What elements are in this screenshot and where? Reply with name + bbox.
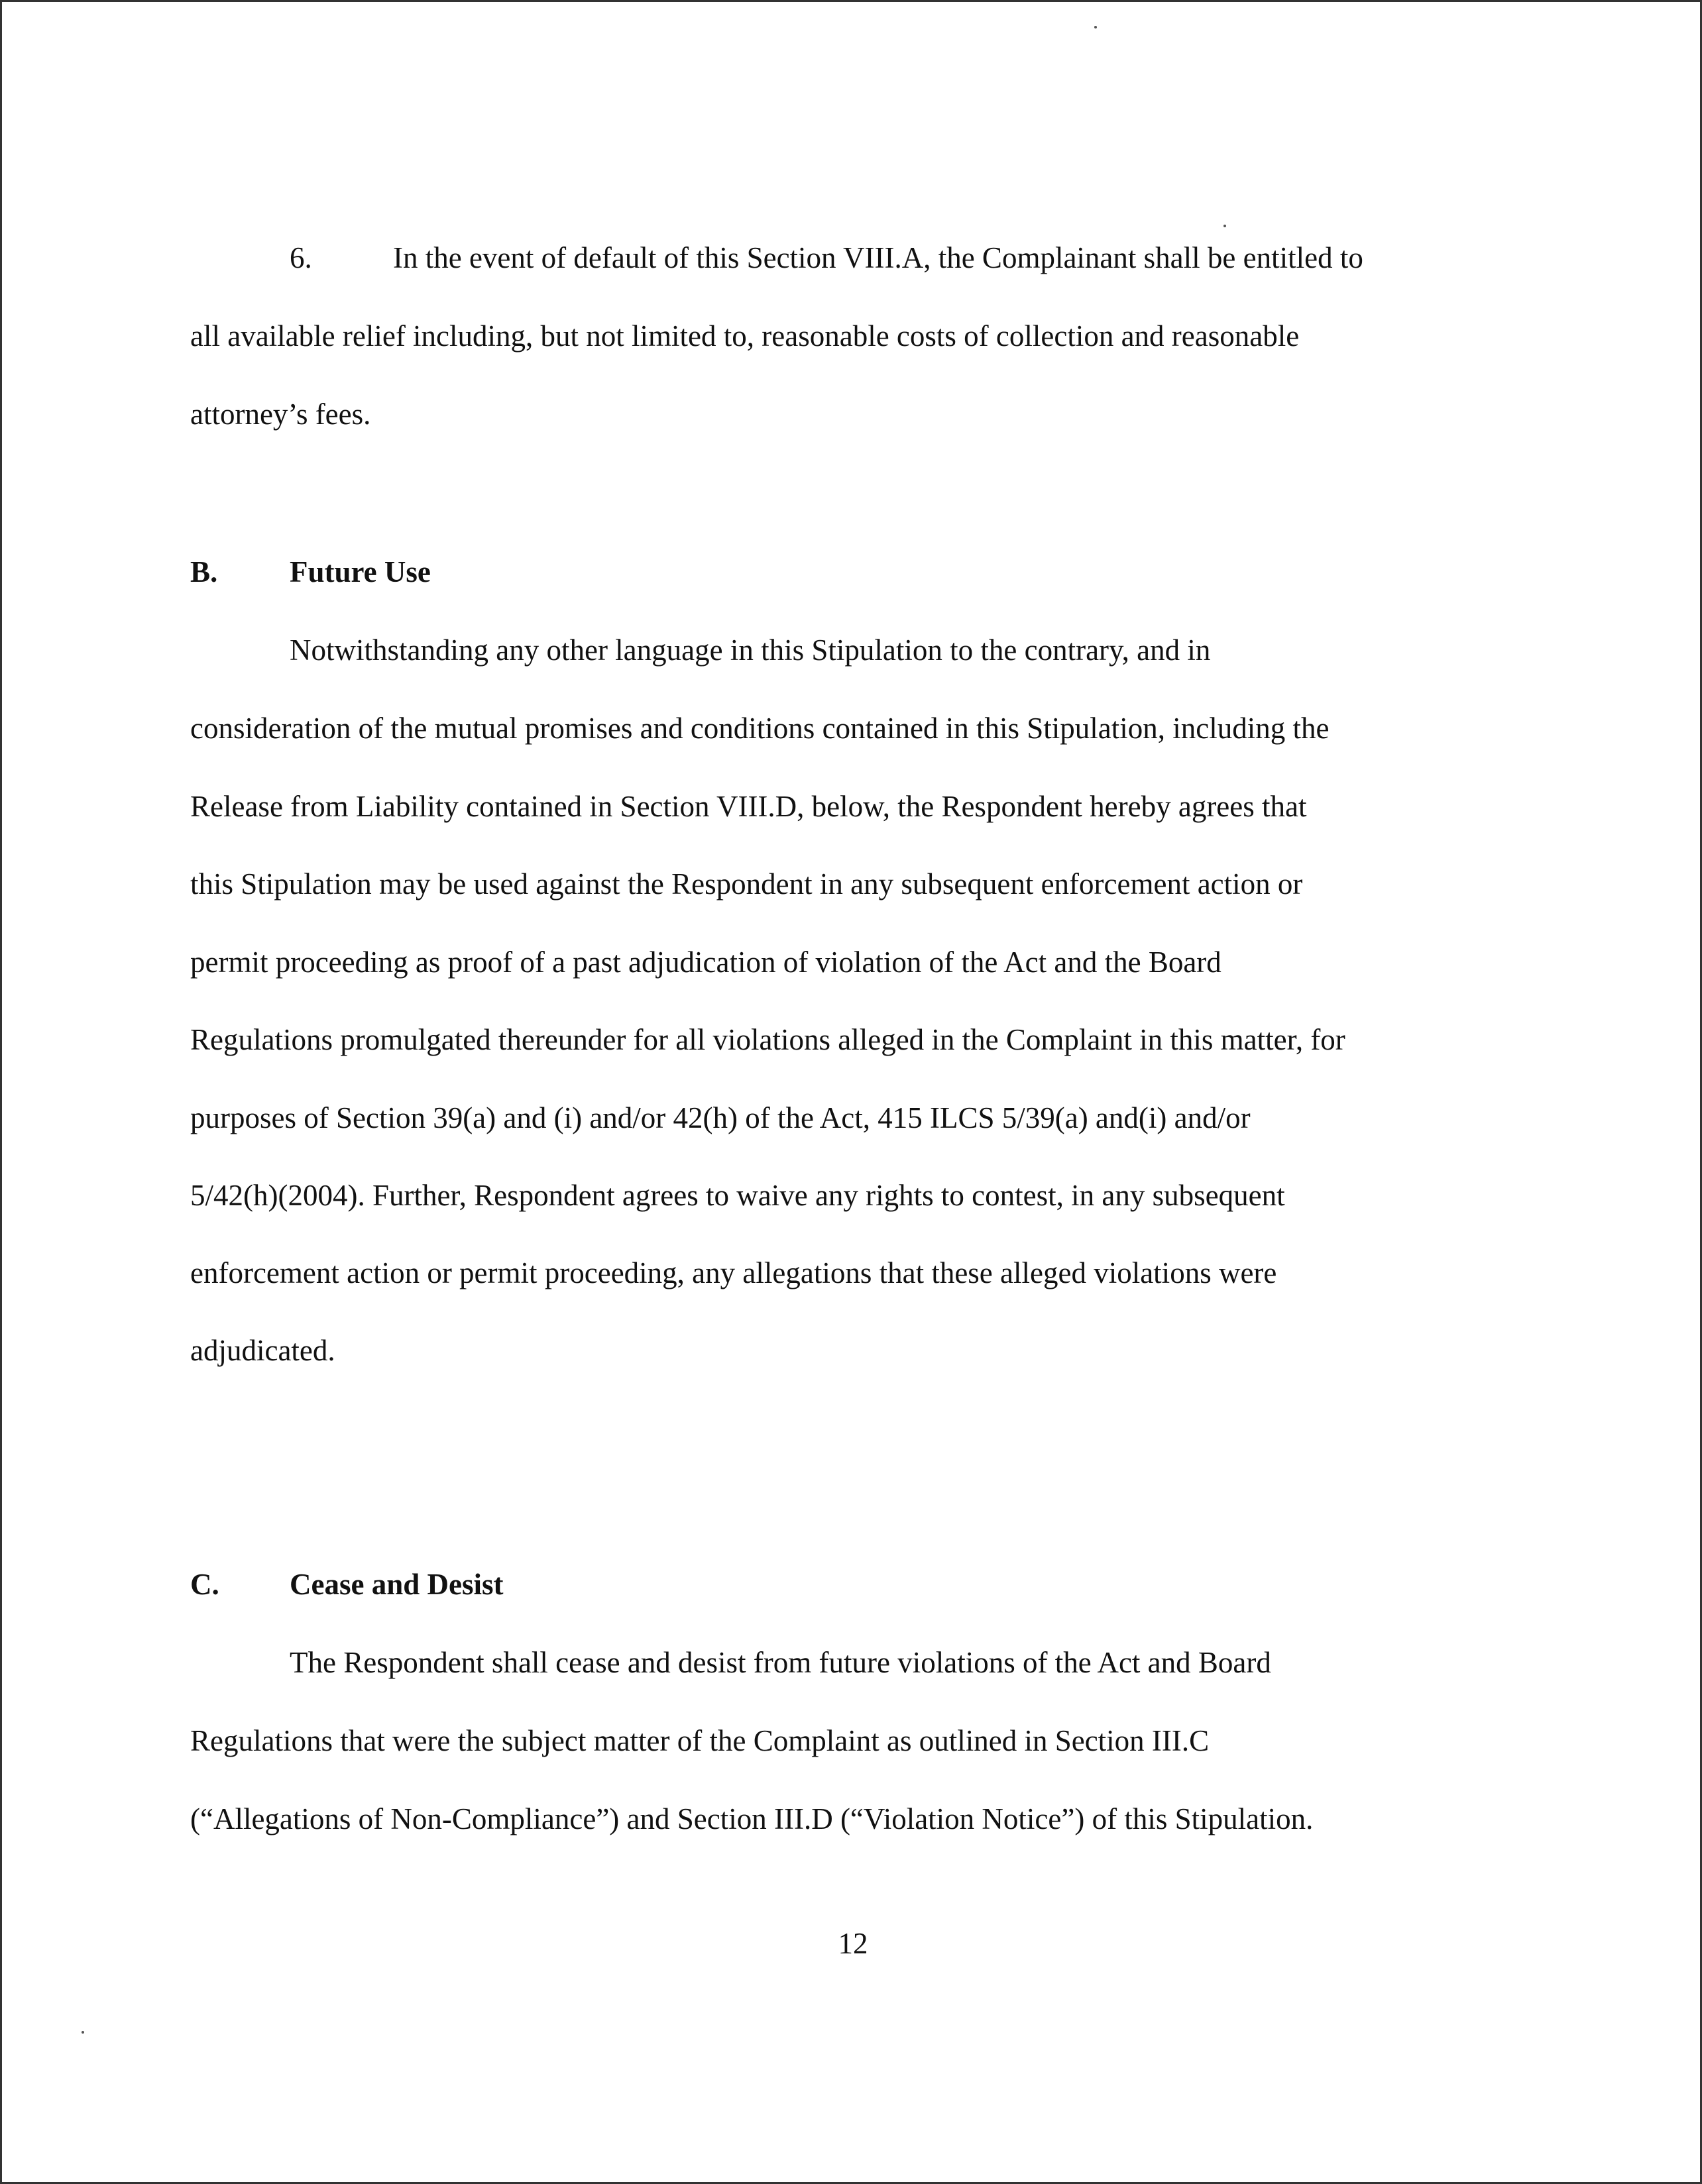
section-c-letter: C. bbox=[190, 1568, 219, 1601]
scan-speck bbox=[82, 2031, 84, 2034]
scan-speck bbox=[1223, 225, 1226, 227]
scan-speck bbox=[1094, 26, 1097, 28]
section-b-title: Future Use bbox=[290, 555, 431, 588]
page-number: 12 bbox=[838, 1927, 868, 1960]
section-b-line: consideration of the mutual promises and conditions contained in this Stipulation, including the bbox=[190, 712, 1330, 745]
section-b-letter: B. bbox=[190, 555, 218, 588]
section-b-line: 5/42(h)(2004). Further, Respondent agrees to waive any rights to contest, in any subsequent bbox=[190, 1179, 1285, 1212]
section-b-line: permit proceeding as proof of a past adjudication of violation of the Act and the Board bbox=[190, 946, 1221, 979]
section-b-line: adjudicated. bbox=[190, 1334, 335, 1367]
section-c-title: Cease and Desist bbox=[290, 1568, 504, 1601]
section-b-line: this Stipulation may be used against the Respondent in any subsequent enforcement action or bbox=[190, 867, 1303, 901]
paragraph-6-line-1: In the event of default of this Section VIII.A, the Complainant shall be entitled to bbox=[393, 241, 1363, 274]
section-b-line: Regulations promulgated thereunder for all violations alleged in the Complaint in this matter, for bbox=[190, 1023, 1345, 1056]
section-b-line: purposes of Section 39(a) and (i) and/or 42(h) of the Act, 415 ILCS 5/39(a) and(i) and/or bbox=[190, 1101, 1251, 1134]
section-c-line: Regulations that were the subject matter of the Complaint as outlined in Section III.C bbox=[190, 1724, 1210, 1757]
paragraph-number: 6. bbox=[290, 241, 312, 274]
section-c-line: The Respondent shall cease and desist from future violations of the Act and Board bbox=[290, 1646, 1271, 1679]
section-b-line: Release from Liability contained in Section VIII.D, below, the Respondent hereby agrees that bbox=[190, 790, 1307, 823]
paragraph-6-line-2: all available relief including, but not limited to, reasonable costs of collection and reasonable bbox=[190, 319, 1300, 353]
paragraph-6-line-3: attorney’s fees. bbox=[190, 398, 371, 431]
section-c-line: (“Allegations of Non-Compliance”) and Section III.D (“Violation Notice”) of this Stipulation. bbox=[190, 1802, 1314, 1835]
section-b-line: enforcement action or permit proceeding, any allegations that these alleged violations were bbox=[190, 1256, 1277, 1289]
section-b-line: Notwithstanding any other language in this Stipulation to the contrary, and in bbox=[290, 633, 1211, 667]
